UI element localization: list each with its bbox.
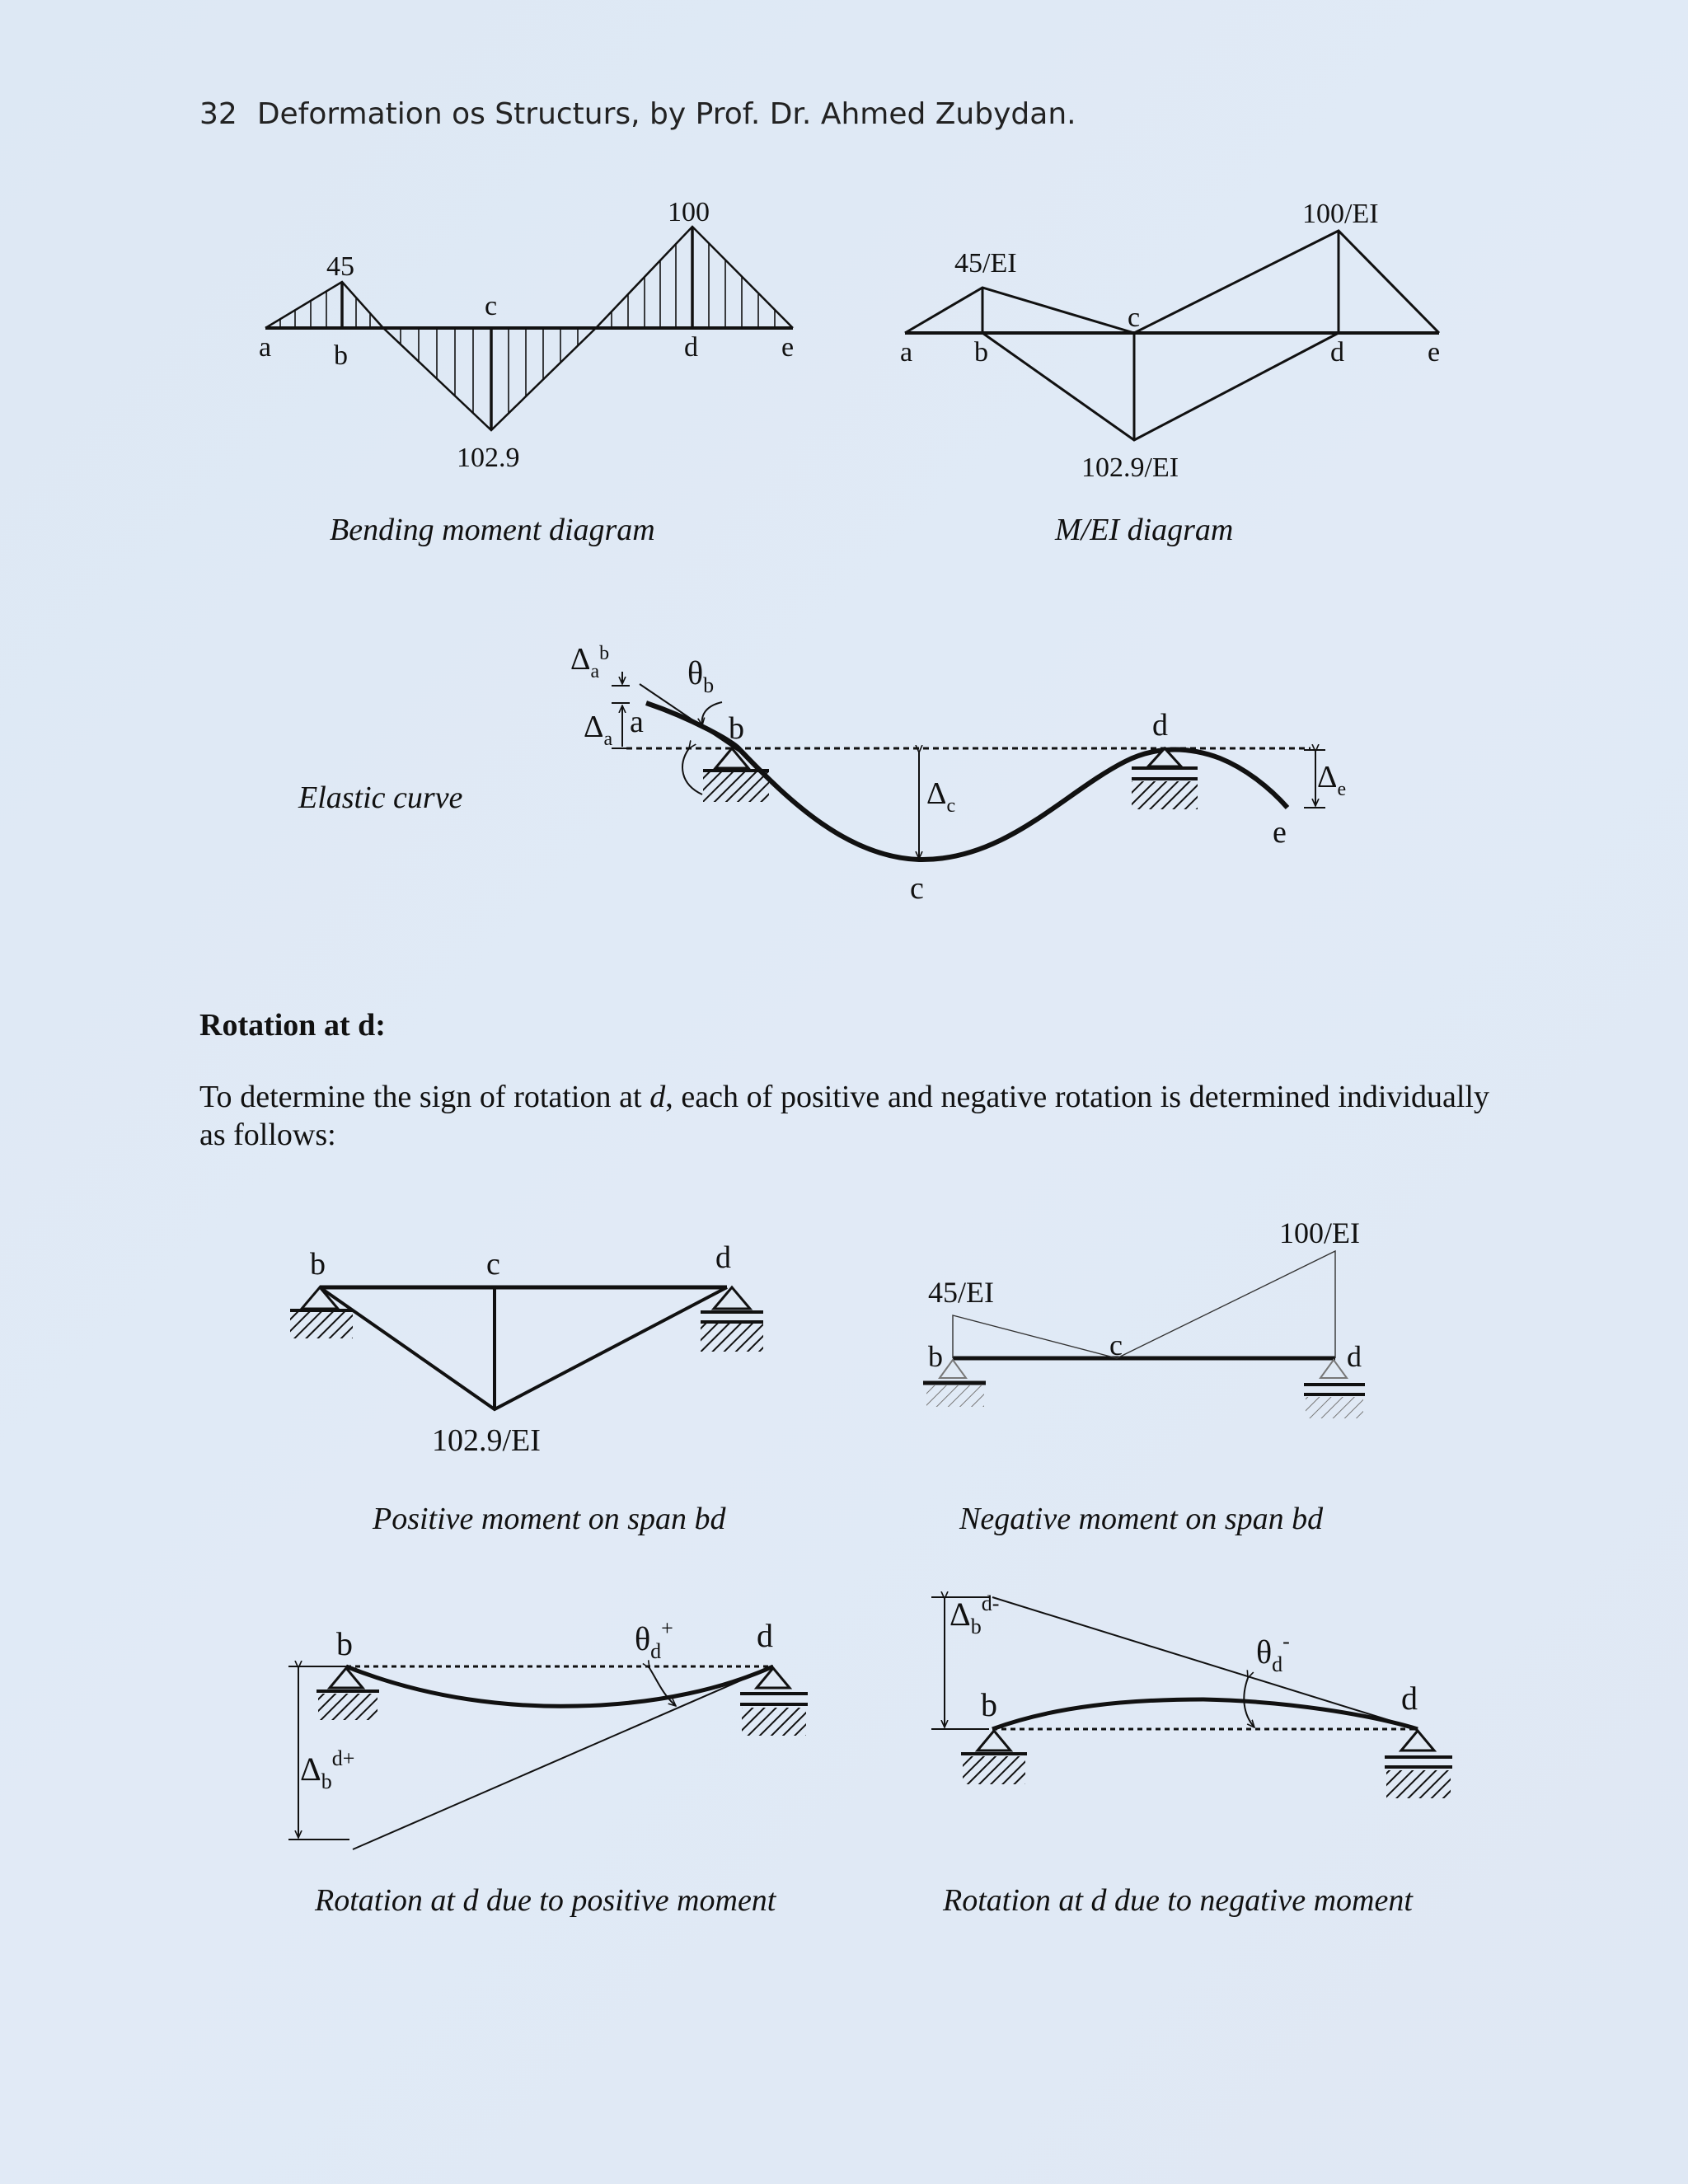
rotneg-caption: Rotation at d due to negative moment	[943, 1883, 1413, 1918]
mei-negative	[982, 333, 1339, 440]
rotpos-theta: $\theta_d^+$	[635, 1616, 673, 1663]
pos-moment-outline	[320, 1287, 727, 1409]
neg-value-d: 100/EI	[1279, 1216, 1360, 1249]
para-text-2: , each of positive and negative rotation is determined individually as follows:	[199, 1080, 1489, 1152]
bmd-label-c: c	[485, 291, 498, 321]
rotpos-label-b: b	[336, 1625, 353, 1662]
neg-value-b: 45/EI	[928, 1276, 994, 1309]
elastic-delta-a: $\Delta_a$	[584, 710, 613, 750]
para-text-1: To determine the sign of rotation at	[199, 1080, 650, 1114]
elastic-delta-ab: $\Delta_a^b$	[570, 642, 610, 682]
rotpos-deflected-shape	[346, 1666, 773, 1706]
pos-value: 102.9/EI	[432, 1423, 541, 1458]
rotpos-caption: Rotation at d due to positive moment	[315, 1883, 776, 1918]
rotneg-label-d: d	[1401, 1680, 1418, 1717]
mei-value-b: 45/EI	[954, 248, 1017, 279]
neg-label-c: c	[1109, 1329, 1123, 1361]
mei-value-c: 102.9/EI	[1081, 452, 1179, 483]
bmd-value-d: 100	[668, 197, 710, 227]
rotneg-theta: $\theta_d^-$	[1256, 1629, 1290, 1676]
elastic-label-c: c	[910, 871, 924, 906]
bmd-value-c: 102.9	[457, 443, 520, 473]
para-italic-d: d	[649, 1080, 666, 1114]
mei-value-d: 100/EI	[1302, 199, 1379, 229]
bmd-label-b: b	[334, 340, 348, 371]
rotpos-label-d: d	[757, 1617, 773, 1654]
elastic-theta-b: $\theta_b$	[687, 654, 715, 697]
rotation-positive-figure	[288, 1666, 808, 1849]
bmd-label-a: a	[259, 332, 272, 363]
mei-positive-right	[1134, 231, 1439, 333]
mei-positive-left	[905, 288, 1134, 333]
header-title: Deformation os Structurs, by Prof. Dr. Ahmed Zubydan.	[256, 97, 1076, 131]
rotpos-tangent-d	[353, 1666, 773, 1849]
bmd-label-e: e	[781, 332, 795, 363]
mei-caption: M/EI diagram	[1055, 513, 1234, 547]
elastic-label-a: a	[630, 705, 644, 739]
bmd-value-b: 45	[326, 251, 354, 282]
pos-caption: Positive moment on span bd	[373, 1502, 726, 1536]
elastic-tangent-b	[640, 684, 742, 753]
page-number: 32	[199, 97, 237, 131]
elastic-delta-c: $\Delta_c$	[926, 776, 956, 817]
elastic-caption: Elastic curve	[298, 780, 463, 815]
bmd-negative	[383, 328, 596, 430]
mei-label-e: e	[1428, 337, 1441, 368]
mei-label-a: a	[900, 337, 913, 368]
positive-moment-figure	[290, 1287, 763, 1409]
bmd-label-d: d	[684, 332, 698, 363]
neg-caption: Negative moment on span bd	[959, 1502, 1324, 1536]
section-title: Rotation at d:	[199, 1008, 386, 1043]
neg-label-d: d	[1347, 1340, 1362, 1373]
elastic-label-b: b	[729, 711, 744, 746]
bmd-positive-right	[596, 227, 793, 328]
mei-label-b: b	[974, 337, 988, 368]
neg-label-b: b	[928, 1340, 943, 1373]
bmd-caption: Bending moment diagram	[330, 513, 655, 547]
pos-label-b: b	[310, 1247, 326, 1282]
rotneg-delta: $\Delta_b^{d-}$	[950, 1591, 1000, 1638]
rotneg-deflected-shape	[992, 1699, 1418, 1729]
rotation-negative-figure	[931, 1597, 1452, 1798]
rotneg-label-b: b	[981, 1686, 997, 1723]
neg-moment-outline	[953, 1251, 1335, 1358]
pos-label-d: d	[715, 1240, 731, 1275]
rotneg-tangent-d	[992, 1597, 1418, 1729]
section-paragraph	[199, 1078, 1489, 1154]
rotpos-delta: $\Delta_b^{d+}$	[300, 1746, 355, 1793]
elastic-curve-figure	[612, 672, 1325, 860]
mei-label-c: c	[1128, 302, 1141, 333]
bmd-positive-left	[265, 282, 383, 328]
elastic-label-d: d	[1152, 708, 1168, 743]
pos-label-c: c	[486, 1247, 500, 1282]
mei-label-d: d	[1330, 337, 1344, 368]
elastic-label-e: e	[1273, 815, 1287, 850]
elastic-delta-e: $\Delta_e$	[1317, 760, 1347, 800]
